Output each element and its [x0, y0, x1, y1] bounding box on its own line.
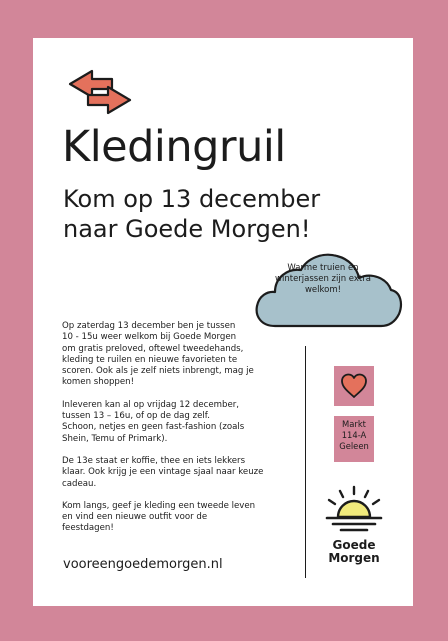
- page-title: Kledingruil: [62, 122, 286, 172]
- body-text: [62, 321, 290, 546]
- paragraph-4: Kom langs, geef je kleding een tweede leven en vind een nieuwe outfit voor de feestdagen!: [62, 500, 256, 534]
- swap-arrows-icon: [64, 68, 136, 116]
- address-city: Geleen: [339, 441, 369, 451]
- address-number: 114-A: [341, 430, 367, 440]
- address-badge: [334, 416, 374, 462]
- sunrise-logo-icon: [323, 485, 385, 533]
- address-street: Markt: [342, 419, 366, 429]
- vertical-divider: [305, 346, 306, 578]
- brand-line-1: Goede: [332, 538, 376, 552]
- heart-icon: [340, 373, 368, 399]
- brand-line-2: Morgen: [328, 551, 380, 565]
- poster: [33, 38, 413, 606]
- paragraph-3: De 13e staat er koffie, thee en iets lekkers klaar. Ook krijg je een vintage sjaal naar keuze cadeau.: [62, 455, 264, 489]
- website-link[interactable]: vooreengoedemorgen.nl: [63, 557, 223, 572]
- brand-name: [323, 539, 385, 565]
- paragraph-2: Inleveren kan al op vrijdag 12 december, tussen 13 – 16u, of op de dag zelf. Schoon, netjes en geen fast-fashion (zoals Shein, Temu of Primark).: [62, 399, 245, 444]
- heart-badge: [334, 366, 374, 406]
- paragraph-1: Op zaterdag 13 december ben je tussen 10 - 15u weer welkom bij Goede Morgen om gratis preloved, oftewel tweedehands, kleding te ruilen en nieuwe favorieten te scoren. Ook als je zelf niets inbrengt, mag je komen shoppen!: [62, 321, 254, 388]
- cloud-callout: Warme truien en winterjassen zijn extra welkom!: [275, 263, 371, 295]
- subtitle: Kom op 13 december naar Goede Morgen!: [63, 185, 321, 243]
